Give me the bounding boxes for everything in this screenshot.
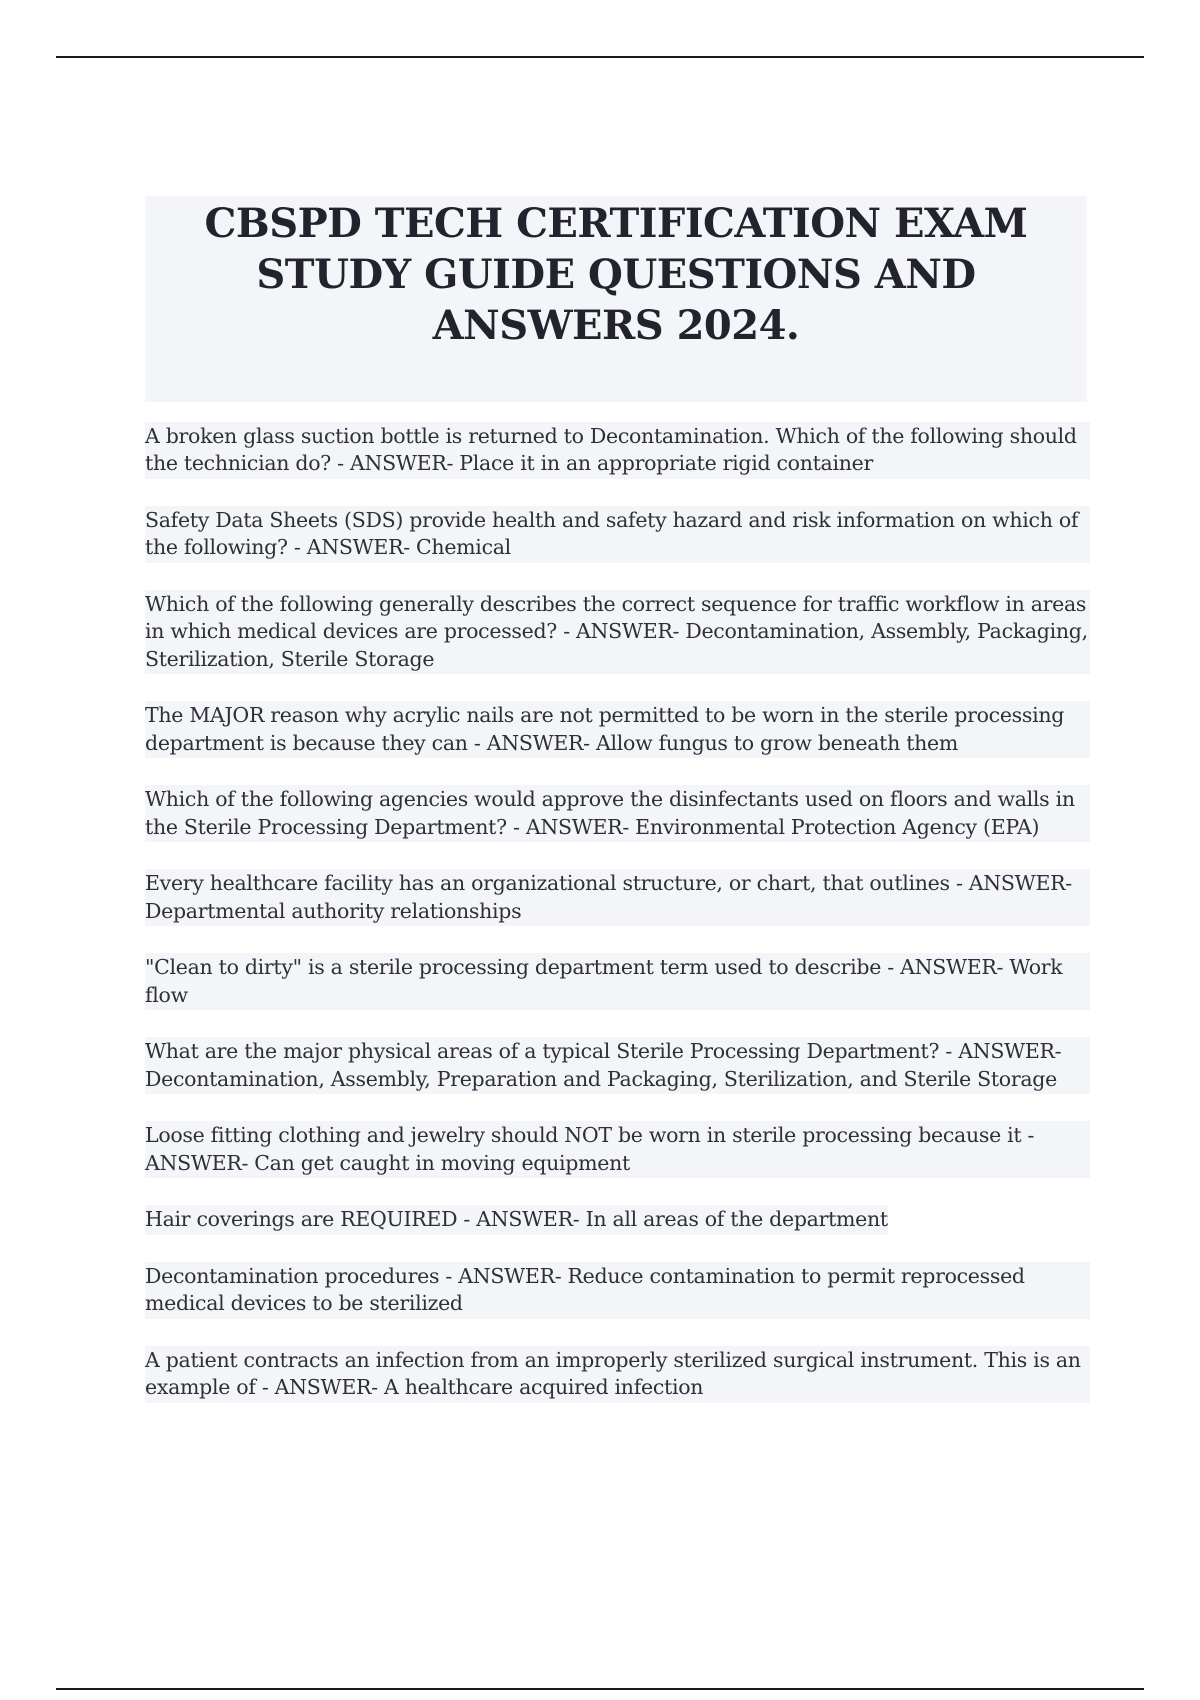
qa-item-7: "Clean to dirty" is a sterile processing department term used to describe - ANSWER- Work flow [145, 953, 1090, 1010]
qa-item-8: What are the major physical areas of a typical Sterile Processing Department? - ANSWER- Decontamination, Assembly, Preparation and Packaging, Sterilization, and Sterile Storage [145, 1037, 1090, 1094]
title-line-1: CBSPD TECH CERTIFICATION EXAM [204, 200, 1028, 247]
qa-item-12: A patient contracts an infection from an improperly sterilized surgical instrument. This is an example of - ANSWER- A healthcare acquired infection [145, 1346, 1090, 1403]
title-line-2: STUDY GUIDE QUESTIONS AND [256, 251, 976, 298]
qa-item-11: Decontamination procedures - ANSWER- Reduce contamination to permit reprocessed medical devices to be sterilized [145, 1262, 1090, 1319]
qa-item-4: The MAJOR reason why acrylic nails are not permitted to be worn in the sterile processing department is because they can - ANSWER- Allow fungus to grow beneath them [145, 701, 1090, 758]
qa-item-5: Which of the following agencies would approve the disinfectants used on floors and walls in the Sterile Processing Department? - ANSWER- Environmental Protection Agency (EPA) [145, 785, 1090, 842]
document-title [145, 196, 1087, 402]
top-rule [56, 56, 1144, 58]
qa-item-9: Loose fitting clothing and jewelry should NOT be worn in sterile processing because it - ANSWER- Can get caught in moving equipment [145, 1121, 1090, 1178]
bottom-rule [56, 1688, 1144, 1690]
qa-item-3: Which of the following generally describes the correct sequence for traffic workflow in areas in which medical devices are processed? - ANSWER- Decontamination, Assembly, Packaging, Sterilization, Sterile Storage [145, 590, 1090, 675]
qa-item-1: A broken glass suction bottle is returned to Decontamination. Which of the following should the technician do? - ANSWER- Place it in an appropriate rigid container [145, 422, 1090, 479]
title-line-3: ANSWERS 2024. [432, 302, 800, 349]
qa-item-6: Every healthcare facility has an organizational structure, or chart, that outlines - ANSWER- Departmental authority relationships [145, 869, 1090, 926]
qa-item-2: Safety Data Sheets (SDS) provide health and safety hazard and risk information on which of the following? - ANSWER- Chemical [145, 506, 1090, 563]
qa-list [145, 401, 1095, 1430]
qa-item-10: Hair coverings are REQUIRED - ANSWER- In all areas of the department [145, 1205, 888, 1235]
